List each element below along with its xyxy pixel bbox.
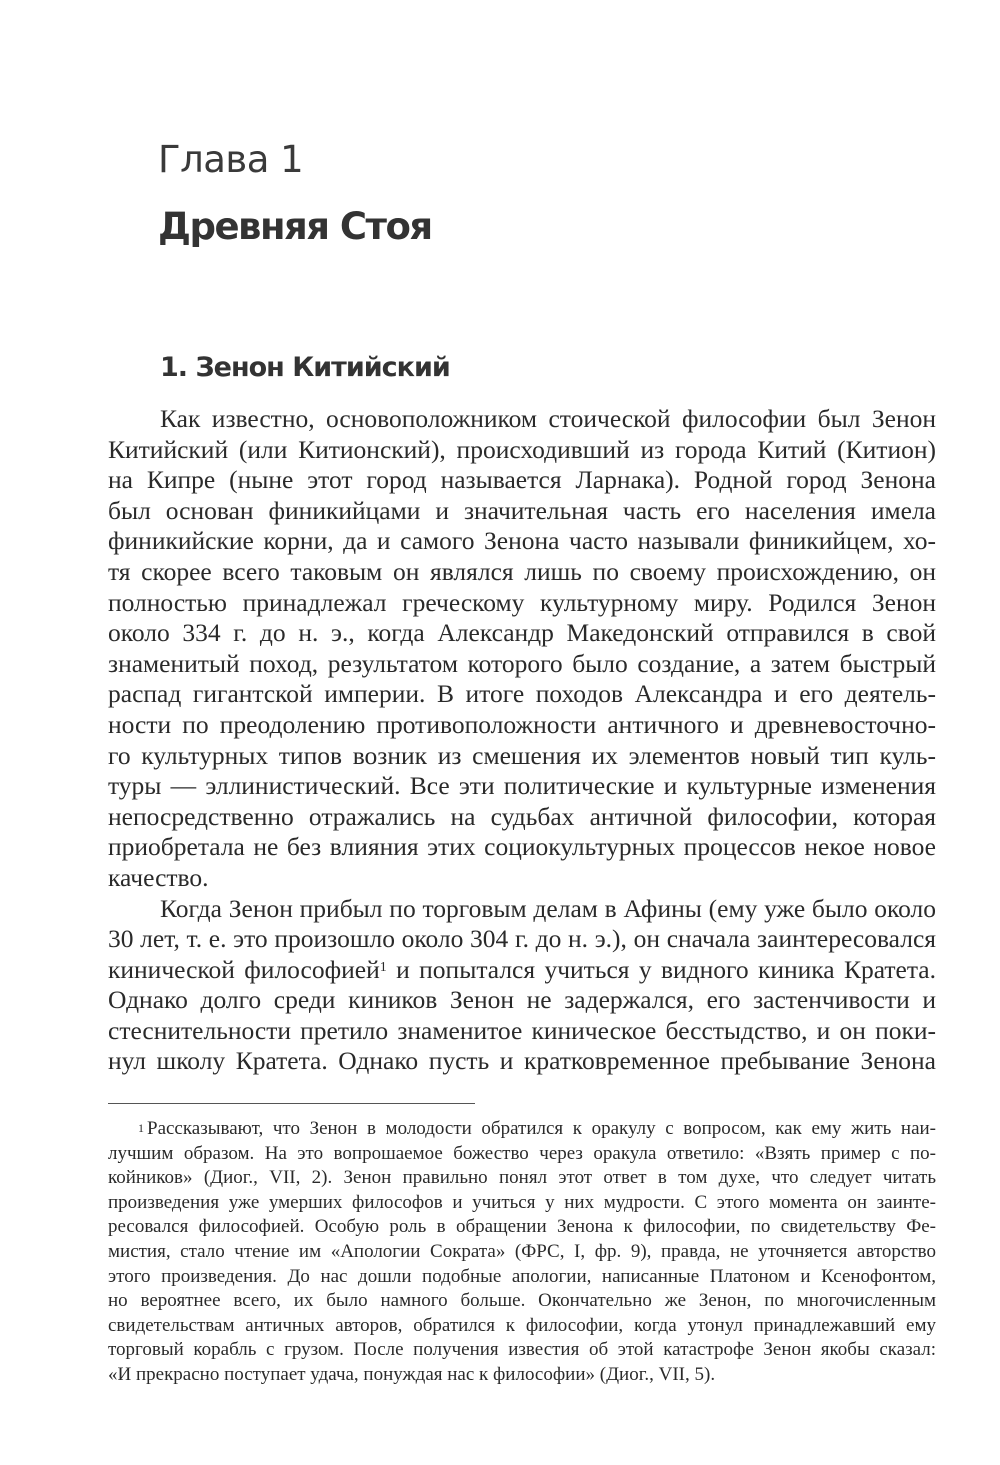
paragraph-2 xyxy=(108,894,936,1078)
footnote-line: койников» (Диог., VII, 2). Зенон правильно понял этот ответ в том духе, что следует читать xyxy=(108,1167,936,1189)
text-line: туры — эллинистический. Все эти политические и культурные изменения xyxy=(108,771,936,801)
footnote-line: торговый корабль с грузом. После получения известия об этой катастрофе Зенон якобы сказал: xyxy=(108,1339,936,1361)
footnote-line: свидетельствам античных авторов, обратился к философии, когда утонул принадлежавший ему xyxy=(108,1314,936,1336)
chapter-label: Глава 1 xyxy=(158,138,304,181)
text-line: качество. xyxy=(108,862,209,892)
text-line: распад гигантской империи. В итоге походов Александра и его деятель- xyxy=(108,679,936,709)
footnote-line: «И прекрасно поступает удача, понуждая нас к философии» (Диог., VII, 5). xyxy=(108,1363,716,1385)
text-line: на Кипре (ныне этот город называется Ларнака). Родной город Зенона xyxy=(108,465,936,495)
text-line: Однако долго среди киников Зенон не задержался, его застенчивости и xyxy=(108,985,936,1015)
paragraph-1 xyxy=(108,404,936,894)
chapter-title: Древняя Стоя xyxy=(158,205,432,248)
text-line: нул школу Кратета. Однако пусть и кратковременное пребывание Зенона xyxy=(108,1046,936,1076)
section-title: 1. Зенон Китийский xyxy=(160,352,450,383)
footnote-line: но вероятнее всего, их было намного больше. Окончательно же Зенон, по многочисленным xyxy=(108,1290,936,1312)
text-line: Китийский (или Китионский), происходивший из города Китий (Китион) xyxy=(108,434,936,464)
text-fragment: кинической философией xyxy=(108,954,380,984)
footnote-line: мистия, стало чтение им «Апологии Сократа» (ФРС, I, фр. 9), правда, не уточняется авторство xyxy=(108,1240,936,1262)
text-line: приобретала не без влияния этих социокультурных процессов некое новое xyxy=(108,832,936,862)
text-line-with-footnote xyxy=(108,955,936,986)
text-line: го культурных типов возник из смешения их элементов новый тип куль- xyxy=(108,740,936,770)
footnote-divider xyxy=(108,1103,475,1104)
footnote-line: произведения уже умерших философов и учиться у них мудрости. С этого момента он заинте- xyxy=(108,1191,936,1213)
text-line: был основан финикийцами и значительная часть его населения имела xyxy=(108,495,936,525)
text-line: непосредственно отражались на судьбах античной философии, которая xyxy=(108,801,936,831)
footnote-line: ресовался философией. Особую роль в обращении Зенона к философии, по свидетельству Фе- xyxy=(108,1216,936,1238)
footnote-line: лучшим образом. На это вопрошаемое божество через оракула ответило: «Взять пример с по- xyxy=(108,1142,936,1164)
text-line: полностью принадлежал греческому культурному миру. Родился Зенон xyxy=(108,587,936,617)
body-text xyxy=(108,404,936,1077)
footnote-line xyxy=(108,1117,936,1142)
footnote xyxy=(108,1117,936,1388)
text-fragment: и попытался учиться у видного киника Кратета. xyxy=(396,954,936,984)
text-line: знаменитый поход, результатом которого было создание, а затем быстрый xyxy=(108,648,936,678)
text-line: около 334 г. до н. э., когда Александр Македонский отправился в свой xyxy=(108,618,936,648)
text-line: финикийские корни, да и самого Зенона часто называли финикийцем, хо- xyxy=(108,526,936,556)
footnote-text: Рассказывают, что Зенон в молодости обратился к оракулу с вопросом, как ему жить наи- xyxy=(147,1118,936,1139)
text-line: стеснительности претило знаменитое киническое бесстыдство, и он поки- xyxy=(108,1015,936,1045)
footnote-line: этого произведения. До нас дошли подобные апологии, написанные Платоном и Ксенофонтом, xyxy=(108,1265,936,1287)
text-line: 30 лет, т. е. это произошло около 304 г. до н. э.), он сначала заинтересовался xyxy=(108,924,936,954)
footnote-reference[interactable]: 1 xyxy=(379,959,387,975)
text-line: Когда Зенон прибыл по торговым делам в Афины (ему уже было около xyxy=(160,893,936,923)
text-line: ности по преодолению противоположности античного и древневосточно- xyxy=(108,709,936,739)
footnote-number: 1 xyxy=(138,1121,144,1135)
text-line: Как известно, основоположником стоической философии был Зенон xyxy=(160,404,936,433)
text-line: тя скорее всего таковым он являлся лишь по своему происхождению, он xyxy=(108,556,936,586)
